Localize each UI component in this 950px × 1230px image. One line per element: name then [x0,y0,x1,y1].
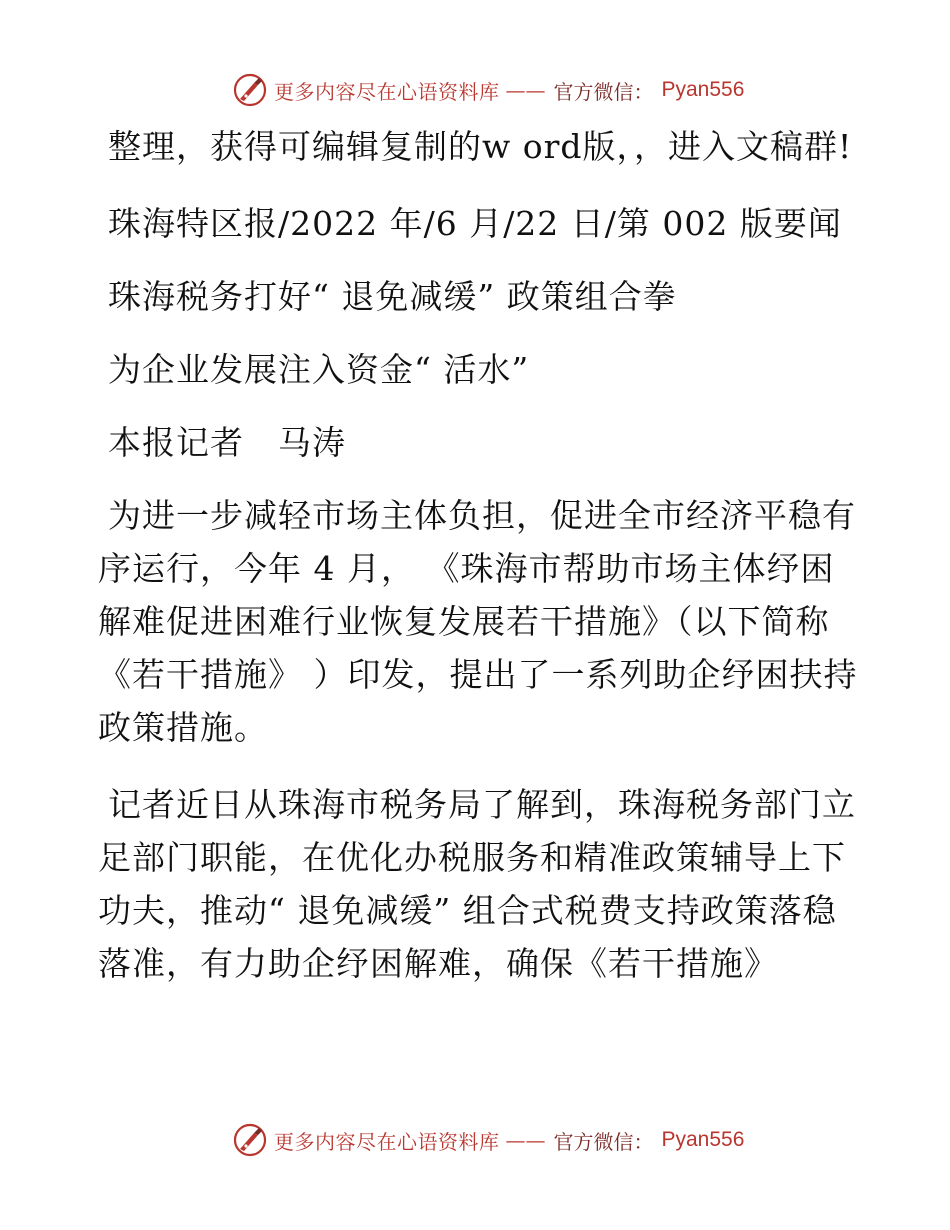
banner-separator: —— [505,1128,546,1152]
headline-sub: 为企业发展注入资金“ 活水” [108,350,530,389]
pen-nib-logo-icon [232,72,268,108]
body-paragraph-1: 为进一步减轻市场主体负担，促进全市经济平稳有序运行，今年 4 月， 《珠海市帮助市场主体纾困解难促进困难行业恢复发展若干措施》（以下简称《若干措施》 ）印发，提出了一系列助企纾困扶持政策措施。 [98,496,858,747]
source-line: 珠海特区报/2022 年/6 月/22 日/第 002 版要闻 [108,204,842,243]
header-banner [232,70,744,110]
body-paragraph-2: 记者近日从珠海市税务局了解到，珠海税务部门立足部门职能，在优化办税服务和精准政策辅导上下功夫，推动“ 退免减缓” 组合式税费支持政策落稳落准，有力助企纾困解难，确保《若干措施》 [98,785,856,983]
document-body [98,120,858,1014]
banner-text: 更多内容尽在心语资料库 [274,1129,500,1154]
pen-nib-logo-icon [232,1122,268,1158]
byline: 本报记者 马涛 [108,423,346,462]
banner-wechat-label: 官方微信： [553,1129,654,1154]
banner-wechat-id: Pyan556 [661,1128,745,1151]
headline-main: 珠海税务打好“ 退免减缓” 政策组合拳 [108,277,677,316]
banner-wechat-label: 官方微信： [553,79,654,104]
footer-banner [232,1120,744,1160]
banner-text: 更多内容尽在心语资料库 [274,79,500,104]
banner-wechat-id: Pyan556 [661,78,745,101]
banner-separator: —— [505,78,546,102]
intro-paragraph: 整理，获得可编辑复制的w ord版，，进入文稿群! [108,127,853,166]
